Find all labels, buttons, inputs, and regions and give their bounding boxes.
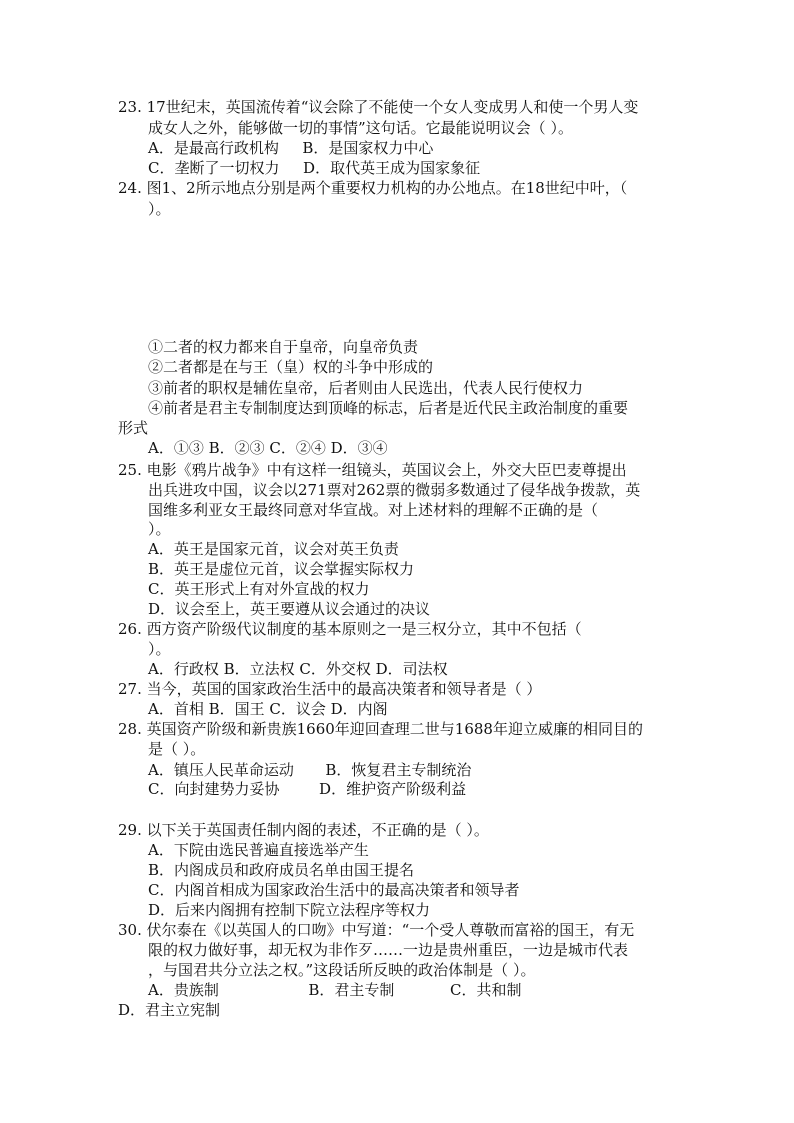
q25-line4: ）。 <box>148 520 171 538</box>
q23-line2: 成女人之外，能够做一切的事情”这句话。它最能说明议会（ ）。 <box>148 119 573 137</box>
q30-line2: 限的权力做好事，却无权为非作歹……一边是贵州重臣，一边是城市代表 <box>148 941 629 959</box>
q26-line2: ）。 <box>148 640 171 658</box>
q25-option-b: B．英王是虚位元首，议会掌握实际权力 <box>148 560 415 578</box>
q30-options-row1 <box>148 980 521 1000</box>
q24-statement-2: ②二者都是在与王（皇）权的斗争中形成的 <box>148 358 434 376</box>
q30-option-d: D．君主立宪制 <box>118 1001 221 1019</box>
q23-option-d: D．取代英王成为国家象征 <box>303 159 481 177</box>
q24-line1: 24. 图1、2所示地点分别是两个重要权力机构的办公地点。在18世纪中叶，（ <box>118 179 628 197</box>
q29-option-c: C．内阁首相成为国家政治生活中的最高决策者和领导者 <box>148 881 520 899</box>
q27-options: A．首相 B．国王 C．议会 D．内阁 <box>148 700 388 718</box>
q24-statement-4-cont: 形式 <box>118 419 149 437</box>
q25-line2: 出兵进攻中国，议会以271票对262票的微弱多数通过了侵华战争拨款，英 <box>148 481 641 499</box>
q27-line1: 27. 当今，英国的国家政治生活中的最高决策者和领导者是（ ） <box>118 680 542 698</box>
q23-options-row1 <box>148 138 433 158</box>
q28-option-d: D．维护资产阶级利益 <box>319 780 467 798</box>
q24-statement-4: ④前者是君主专制制度达到顶峰的标志，后者是近代民主政治制度的重要 <box>148 399 629 417</box>
q28-line1: 28. 英国资产阶级和新贵族1660年迎回查理二世与1688年迎立威廉的相同目的 <box>118 720 643 738</box>
q28-options-row1 <box>148 760 471 780</box>
q29-option-d: D．后来内阁拥有控制下院立法程序等权力 <box>148 901 431 919</box>
q23-option-a: A．是最高行政机构 <box>148 139 279 157</box>
q25-line1: 25. 电影《鸦片战争》中有这样一组镜头，英国议会上，外交大臣巴麦尊提出 <box>118 461 627 479</box>
q26-line1: 26. 西方资产阶级代议制度的基本原则之一是三权分立，其中不包括（ <box>118 620 582 638</box>
q23-options-row2 <box>148 158 480 178</box>
q28-option-b: B．恢复君主专制统治 <box>325 761 472 779</box>
q23-line1: 23. 17世纪末，英国流传着“议会除了不能使一个女人变成男人和使一个男人变 <box>118 98 639 116</box>
q29-line1: 29. 以下关于英国责任制内阁的表述，不正确的是（ ）。 <box>118 821 489 839</box>
q28-options-row2 <box>148 779 466 799</box>
q25-option-d: D．议会至上，英王要遵从议会通过的决议 <box>148 600 431 618</box>
q26-options: A．行政权 B．立法权 C．外交权 D．司法权 <box>148 660 448 678</box>
q28-option-a: A．镇压人民革命运动 <box>148 761 294 779</box>
q24-statement-1: ①二者的权力都来自于皇帝，向皇帝负责 <box>148 338 419 356</box>
q30-option-c: C．共和制 <box>450 981 522 999</box>
q30-line3: ，与国君共分立法之权。”这段话所反映的政治体制是（ ）。 <box>148 961 536 979</box>
q28-option-c: C．向封建势力妥协 <box>148 780 280 798</box>
q25-option-a: A．英王是国家元首，议会对英王负责 <box>148 540 399 558</box>
q24-statement-3: ③前者的职权是辅佐皇帝，后者则由人民选出，代表人民行使权力 <box>148 379 584 397</box>
q25-line3: 国维多利亚女王最终同意对华宣战。对上述材料的理解不正确的是（ <box>148 501 599 519</box>
q30-option-b: B．君主专制 <box>308 981 395 999</box>
q29-option-a: A．下院由选民普遍直接选举产生 <box>148 841 369 859</box>
q25-option-c: C．英王形式上有对外宣战的权力 <box>148 580 370 598</box>
q30-line1: 30. 伏尔泰在《以英国人的口吻》中写道：“一个受人尊敬而富裕的国王，有无 <box>118 921 635 939</box>
q24-line2: ）。 <box>148 200 171 218</box>
q23-option-b: B．是国家权力中心 <box>302 139 434 157</box>
q23-option-c: C．垄断了一切权力 <box>148 159 280 177</box>
q29-option-b: B．内阁成员和政府成员名单由国王提名 <box>148 861 415 879</box>
q28-line2: 是（ ）。 <box>148 740 206 758</box>
q30-option-a: A．贵族制 <box>148 981 219 999</box>
q24-options: A．①③ B．②③ C．②④ D．③④ <box>148 439 388 457</box>
